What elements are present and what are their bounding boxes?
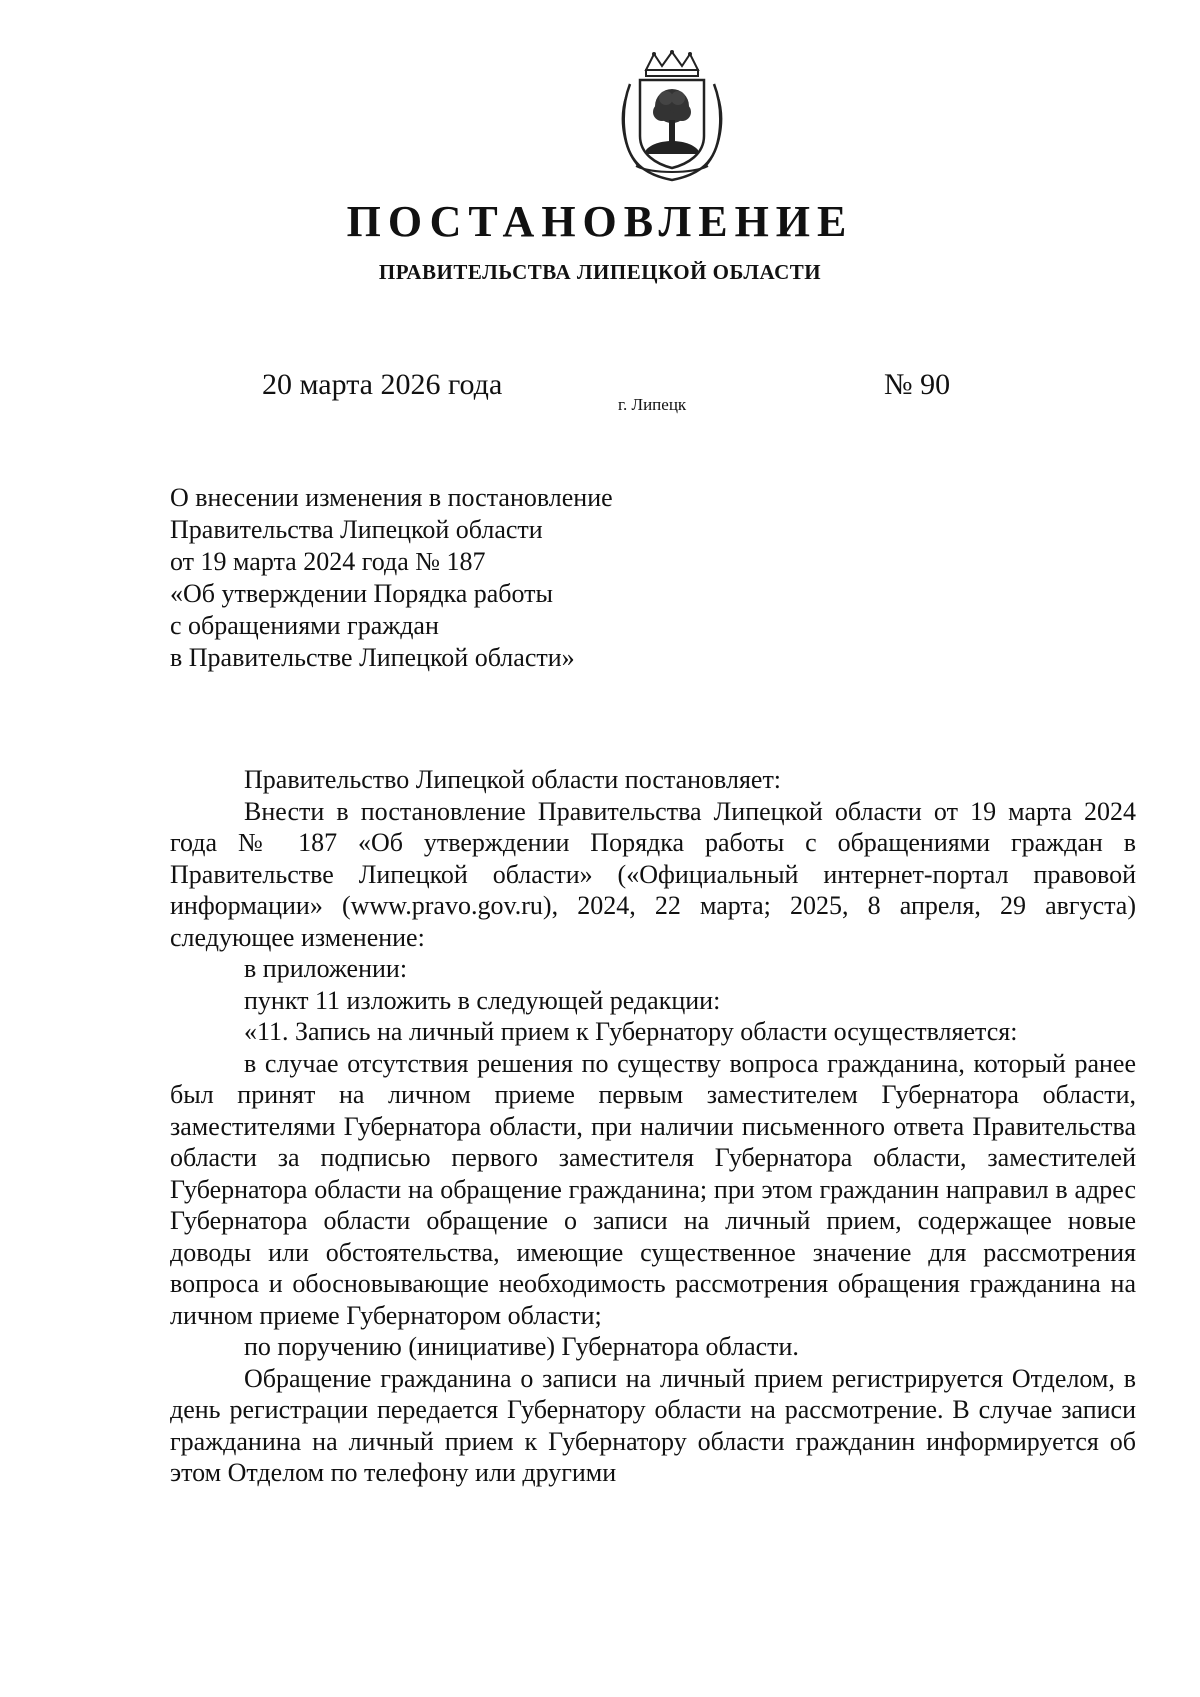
subject-line: «Об утверждении Порядка работы [170, 579, 554, 608]
subject-line: О внесении изменения в постановление [170, 483, 613, 512]
document-number: № 90 [884, 368, 951, 401]
body-paragraph: «11. Запись на личный прием к Губернатору области осуществляется: [244, 1017, 1018, 1046]
document-subtitle: ПРАВИТЕЛЬСТВА ЛИПЕЦКОЙ ОБЛАСТИ [378, 260, 822, 284]
body-paragraph: Обращение гражданина о записи на личный прием регистрируется Отделом, в день регистрации передается Губернатору области на рассмотрение. В случае записи гражданина на личный прием к Губернатору области гражданин информируется об этом Отделом по телефону или другими [170, 1363, 1136, 1487]
document-date: 20 марта 2026 года [262, 368, 503, 401]
coat-of-arms-icon [616, 50, 728, 182]
subject-line: Правительства Липецкой области [170, 515, 543, 544]
body-paragraph: пункт 11 изложить в следующей редакции: [244, 985, 721, 1015]
document-body [170, 764, 1136, 1489]
body-paragraph: в приложении: [244, 954, 408, 983]
subject-line: от 19 марта 2024 года № 187 [170, 547, 486, 576]
subject-line: с обращениями граждан [170, 611, 439, 640]
subject-line: в Правительстве Липецкой области» [170, 643, 575, 672]
document-title: ПОСТАНОВЛЕНИЕ [346, 197, 854, 246]
body-paragraph: по поручению (инициативе) Губернатора области. [244, 1332, 799, 1361]
document-subject [170, 482, 613, 674]
body-paragraph: Правительство Липецкой области постановляет: [244, 765, 782, 794]
body-paragraph: Внести в постановление Правительства Липецкой области от 19 марта 2024 года № 187 «Об утверждении Порядка работы с обращениями граждан в Правительстве Липецкой области» («Официальный интернет-портал правовой информации» (www.pravo.gov.ru), 2024, 22 марта; 2025, 8 апреля, 29 августа) следующее изменение: [170, 796, 1136, 952]
document-city: г. Липецк [618, 395, 687, 414]
body-paragraph: в случае отсутствия решения по существу вопроса гражданина, который ранее был принят на личном приеме первым заместителем Губернатора области, заместителями Губернатора области, при наличии письменного ответа Правительства области за подписью первого заместителя Губернатора области, заместителей Губернатора области на обращение гражданина; при этом гражданин направил в адрес Губернатора области обращение о записи на личный прием, содержащее новые доводы или обстоятельства, имеющие существенное значение для рассмотрения вопроса и обосновывающие необходимость рассмотрения обращения гражданина на личном приеме Губернатором области; [170, 1048, 1136, 1330]
